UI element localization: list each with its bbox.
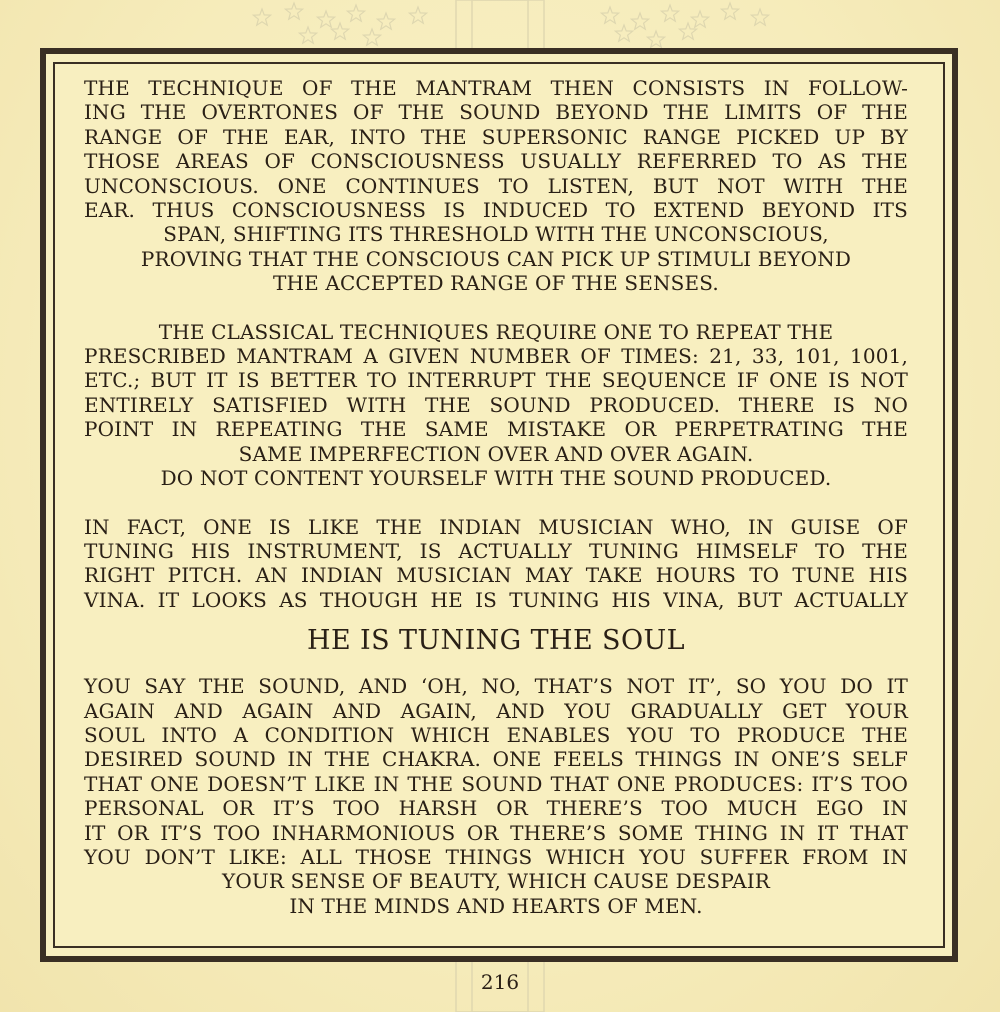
text-line: YOUR SENSE OF BEAUTY, WHICH CAUSE DESPAIR — [221, 869, 770, 894]
watermark-star — [721, 3, 738, 19]
text-line: IN FACT, ONE IS LIKE THE INDIAN MUSICIAN WHO, IN GUISE OF — [84, 514, 908, 539]
watermark-star — [253, 9, 270, 25]
text-line: THOSE AREAS OF CONSCIOUSNESS USUALLY REFERRED TO AS THE — [84, 149, 908, 174]
text-line: RIGHT PITCH. AN INDIAN MUSICIAN MAY TAKE HOURS TO TUNE HIS — [84, 563, 908, 588]
paragraph-1 — [84, 76, 908, 296]
text-line: IT OR IT’S TOO INHARMONIOUS OR THERE’S SOME THING IN IT THAT — [84, 820, 908, 845]
text-line: EAR. THUS CONSCIOUSNESS IS INDUCED TO EXTEND BEYOND ITS — [84, 198, 908, 223]
text-line: THE ACCEPTED RANGE OF THE SENSES. — [273, 271, 719, 296]
text-line: ING THE OVERTONES OF THE SOUND BEYOND THE LIMITS OF THE — [84, 100, 908, 125]
paragraph-gap — [84, 296, 908, 320]
watermark-star — [285, 3, 302, 19]
watermark-star — [661, 5, 678, 21]
watermark-star — [631, 13, 648, 29]
watermark-star — [377, 13, 394, 29]
text-line: AGAIN AND AGAIN AND AGAIN, AND YOU GRADUALLY GET YOUR — [84, 698, 908, 723]
text-line: TUNING HIS INSTRUMENT, IS ACTUALLY TUNING HIMSELF TO THE — [84, 538, 908, 563]
watermark-star — [331, 23, 348, 39]
text-line: THAT ONE DOESN’T LIKE IN THE SOUND THAT ONE PRODUCES: IT’S TOO — [84, 771, 908, 796]
text-line: PERSONAL OR IT’S TOO HARSH OR THERE’S TOO MUCH EGO IN — [84, 796, 908, 821]
text-line: RANGE OF THE EAR, INTO THE SUPERSONIC RANGE PICKED UP BY — [84, 124, 908, 149]
watermark-star — [347, 5, 364, 21]
watermark-star — [647, 31, 664, 47]
text-block — [84, 76, 908, 918]
text-line: SAME IMPERFECTION OVER AND OVER AGAIN. — [238, 441, 754, 466]
watermark-star — [615, 25, 632, 41]
text-line: ETC.; BUT IT IS BETTER TO INTERRUPT THE SEQUENCE IF ONE IS NOT — [84, 368, 908, 393]
watermark-star — [363, 29, 380, 45]
text-line: YOU SAY THE SOUND, AND ‘OH, NO, THAT’S NOT IT’, SO YOU DO IT — [84, 674, 908, 699]
watermark-star — [299, 27, 316, 43]
paragraph-2 — [84, 320, 908, 491]
watermark-star — [409, 7, 426, 23]
text-line: THE TECHNIQUE OF THE MANTRAM THEN CONSISTS IN FOLLOW- — [84, 76, 908, 100]
text-line: SPAN, SHIFTING ITS THRESHOLD WITH THE UNCONSCIOUS, — [163, 222, 829, 247]
text-line: VINA. IT LOOKS AS THOUGH HE IS TUNING HIS VINA, BUT ACTUALLY — [84, 587, 908, 612]
text-line: ENTIRELY SATISFIED WITH THE SOUND PRODUCED. THERE IS NO — [84, 392, 908, 417]
text-line: IN THE MINDS AND HEARTS OF MEN. — [289, 893, 703, 918]
text-line: YOU DON’T LIKE: ALL THOSE THINGS WHICH YOU SUFFER FROM IN — [84, 844, 908, 869]
watermark-star — [751, 9, 768, 25]
page-number: 216 — [480, 970, 520, 994]
watermark-star — [691, 11, 708, 27]
text-line: UNCONSCIOUS. ONE CONTINUES TO LISTEN, BUT NOT WITH THE — [84, 173, 908, 198]
paragraph-gap — [84, 491, 908, 515]
text-line: PROVING THAT THE CONSCIOUS CAN PICK UP STIMULI BEYOND — [140, 246, 852, 271]
watermark-star — [679, 23, 696, 39]
paragraph-4 — [84, 674, 908, 918]
watermark-star — [601, 7, 618, 23]
section-heading: HE IS TUNING THE SOUL — [307, 625, 685, 657]
text-line: THE CLASSICAL TECHNIQUES REQUIRE ONE TO REPEAT THE — [158, 319, 834, 344]
text-line: POINT IN REPEATING THE SAME MISTAKE OR PERPETRATING THE — [84, 417, 908, 442]
text-line: DO NOT CONTENT YOURSELF WITH THE SOUND PRODUCED. — [160, 466, 832, 491]
text-line: DESIRED SOUND IN THE CHAKRA. ONE FEELS THINGS IN ONE’S SELF — [84, 747, 908, 772]
text-line: SOUL INTO A CONDITION WHICH ENABLES YOU TO PRODUCE THE — [84, 722, 908, 747]
watermark-star — [317, 11, 334, 27]
paragraph-3 — [84, 515, 908, 613]
text-line: PRESCRIBED MANTRAM A GIVEN NUMBER OF TIMES: 21, 33, 101, 1001, — [84, 344, 908, 369]
